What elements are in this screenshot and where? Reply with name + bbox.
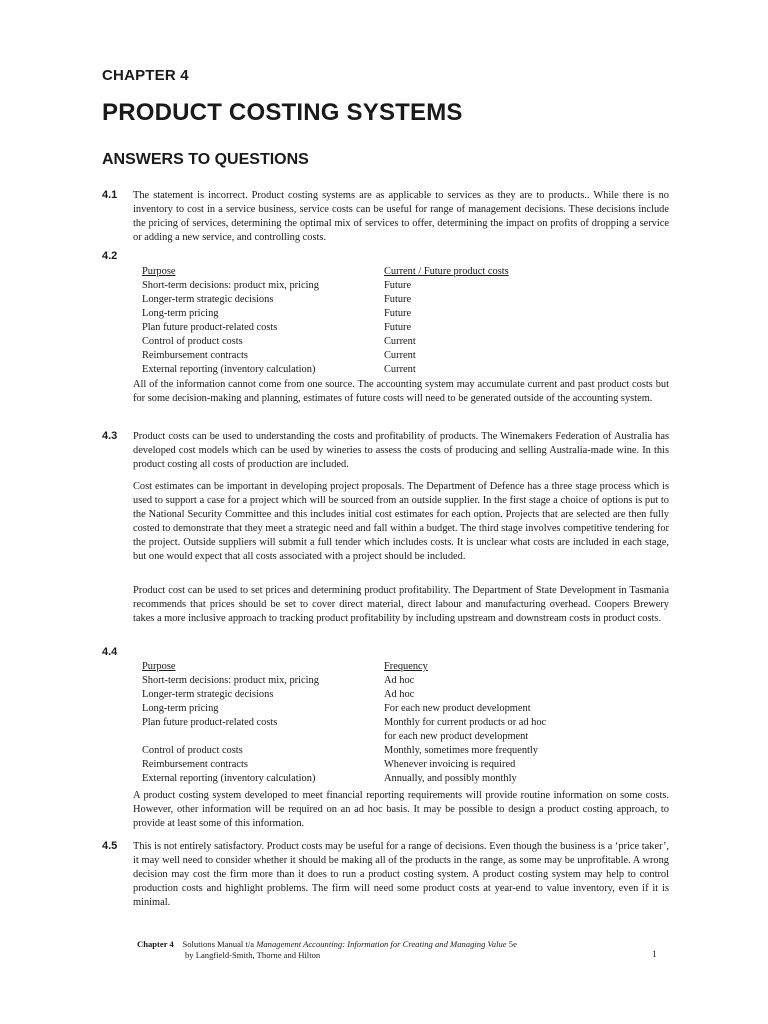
- column-header-purpose: Purpose: [142, 661, 176, 672]
- question-number-4-1: 4.1: [102, 189, 118, 201]
- row-value: Annually, and possibly monthly: [384, 773, 517, 784]
- page-title: PRODUCT COSTING SYSTEMS: [102, 99, 463, 126]
- column-header-costs: Current / Future product costs: [384, 266, 509, 277]
- row-purpose: Plan future product-related costs: [142, 717, 278, 728]
- answer-4-3-para-3: Product cost can be used to set prices and determining product profitability. The Department of State Development in Tasmania recommends that prices should be set to cover direct material, direct labour and manufacturing overhead. Coopers Brewery takes a more inclusive approach to tracking product profitability by including upstream and downstream costs in product costs.: [133, 585, 669, 624]
- row-purpose: Longer-term strategic decisions: [142, 689, 274, 700]
- row-purpose: External reporting (inventory calculation): [142, 773, 316, 784]
- row-value: For each new product development: [384, 703, 531, 714]
- answer-4-3-para-1: Product costs can be used to understanding the costs and profitability of products. The Winemakers Federation of Australia has developed cost models which can be used by wineries to assess the costs of producing and selling Australia-made wine. In this product costing all costs of production are included.: [133, 431, 669, 470]
- row-value: Ad hoc: [384, 675, 415, 686]
- section-heading: ANSWERS TO QUESTIONS: [102, 151, 309, 168]
- row-purpose: Control of product costs: [142, 745, 243, 756]
- row-value: Whenever invoicing is required: [384, 759, 516, 770]
- row-value: Future: [384, 280, 412, 291]
- row-purpose: Long-term pricing: [142, 703, 219, 714]
- row-purpose: Reimbursement contracts: [142, 350, 248, 361]
- row-purpose: External reporting (inventory calculation): [142, 364, 316, 375]
- row-purpose: Control of product costs: [142, 336, 243, 347]
- row-purpose: Short-term decisions: product mix, pricing: [142, 675, 319, 686]
- row-value: Current: [384, 336, 416, 347]
- page-footer: [137, 939, 517, 960]
- row-value: Monthly for current products or ad hoc: [384, 717, 547, 728]
- answer-4-1: The statement is incorrect. Product costing systems are as applicable to services as they are to products.. While there is no inventory to cost in a service business, service costs can be useful for range of management decisions. These decisions include the pricing of services, determining the optimal mix of services to offer, determining the impact on profits of dropping a service or adding a new service, and controlling costs.: [133, 190, 669, 243]
- answer-4-3-para-2: Cost estimates can be important in developing project proposals. The Department of Defence has a three stage process which is used to support a case for a project which will be sourced from an outside supplier. In the first stage a choice of options is put to the National Security Committee and this includes initial cost estimates for each option. Projects that are selected are then fully costed to demonstrate that they meet a strategic need and fall within a budget. The third stage involves competitive tendering for the project. Outside suppliers will submit a full tender which includes costs. It is unclear what costs are included in each stage, but one would expect that all costs associated with a project should be included.: [133, 481, 669, 562]
- row-value: for each new product development: [384, 731, 529, 742]
- question-number-4-5: 4.5: [102, 840, 118, 852]
- column-header-frequency: Frequency: [384, 661, 428, 672]
- row-value: Future: [384, 294, 412, 305]
- row-value: Current: [384, 364, 416, 375]
- row-value: Ad hoc: [384, 689, 415, 700]
- question-number-4-4: 4.4: [102, 646, 118, 658]
- footer-edition: 5e: [508, 939, 517, 949]
- page-number: 1: [652, 950, 657, 960]
- row-purpose: Long-term pricing: [142, 308, 219, 319]
- footer-book-title: Management Accounting: Information for Creating and Managing Value: [256, 939, 507, 949]
- row-purpose: Reimbursement contracts: [142, 759, 248, 770]
- row-purpose: Short-term decisions: product mix, pricing: [142, 280, 319, 291]
- footer-chapter: Chapter 4: [137, 939, 174, 949]
- row-value: Future: [384, 308, 412, 319]
- row-purpose: Plan future product-related costs: [142, 322, 278, 333]
- answer-4-4: A product costing system developed to meet financial reporting requirements will provide routine information on some costs. However, other information will be required on an ad hoc basis. It may be possible to design a product costing approach, to provide at least some of this information.: [133, 790, 669, 829]
- answer-4-5: This is not entirely satisfactory. Product costs may be useful for a range of decisions. Even though the business is a ‘price taker’, it may well need to consider whether it should be making all of the products in the range, as some may be unprofitable. A wrong decision may cost the firm more than it does to run a product costing system. A product costing system may help to control production costs and highlight problems. The firm will need some product costs at year-end to value inventory, even if it is minimal.: [133, 841, 669, 908]
- row-value: Monthly, sometimes more frequently: [384, 745, 539, 756]
- row-value: Current: [384, 350, 416, 361]
- chapter-label: CHAPTER 4: [102, 67, 189, 84]
- row-value: Future: [384, 322, 412, 333]
- footer-authors: by Langfield-Smith, Thorne and Hilton: [185, 950, 321, 960]
- question-number-4-2: 4.2: [102, 250, 118, 262]
- column-header-purpose: Purpose: [142, 266, 176, 277]
- footer-manual: Solutions Manual t/a: [182, 939, 255, 949]
- question-number-4-3: 4.3: [102, 430, 118, 442]
- row-purpose: Longer-term strategic decisions: [142, 294, 274, 305]
- answer-4-2: All of the information cannot come from one source. The accounting system may accumulate current and past product costs but for some decision-making and planning, estimates of future costs will need to be generated outside of the accounting system.: [133, 379, 669, 404]
